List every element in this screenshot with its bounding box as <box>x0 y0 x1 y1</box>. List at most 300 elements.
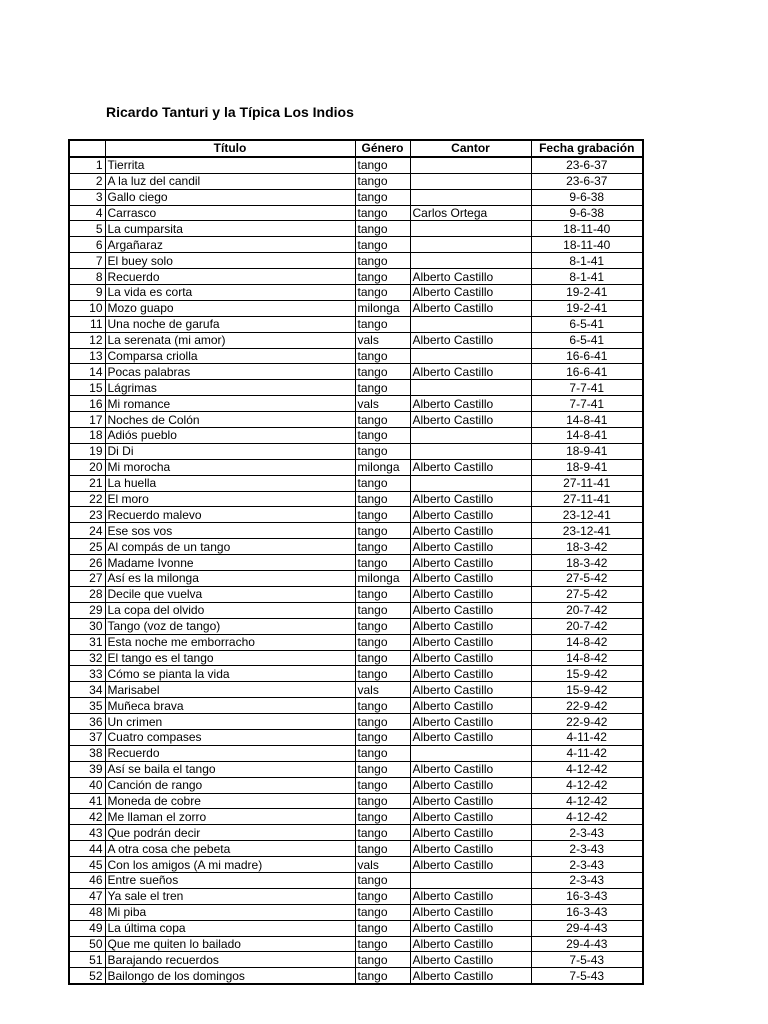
song-genre: tango <box>355 618 410 634</box>
song-singer: Alberto Castillo <box>410 841 531 857</box>
song-genre: tango <box>355 904 410 920</box>
row-number: 31 <box>69 634 105 650</box>
song-singer: Alberto Castillo <box>410 952 531 968</box>
recording-date: 19-2-41 <box>531 300 643 316</box>
song-title: Marisabel <box>105 682 355 698</box>
song-singer <box>410 157 531 173</box>
row-number: 47 <box>69 888 105 904</box>
song-title: El tango es el tango <box>105 650 355 666</box>
song-title: Ya sale el tren <box>105 888 355 904</box>
table-row <box>69 841 643 857</box>
table-row <box>69 189 643 205</box>
song-singer: Alberto Castillo <box>410 364 531 380</box>
song-title: Decile que vuelva <box>105 586 355 602</box>
song-singer: Alberto Castillo <box>410 920 531 936</box>
song-title: Lágrimas <box>105 380 355 396</box>
song-genre: tango <box>355 872 410 888</box>
table-row <box>69 237 643 253</box>
row-number: 48 <box>69 904 105 920</box>
song-singer <box>410 253 531 269</box>
song-genre: tango <box>355 539 410 555</box>
song-genre: tango <box>355 316 410 332</box>
song-singer: Alberto Castillo <box>410 650 531 666</box>
table-row <box>69 714 643 730</box>
song-singer: Alberto Castillo <box>410 285 531 301</box>
song-genre: tango <box>355 698 410 714</box>
row-number: 23 <box>69 507 105 523</box>
song-title: Cuatro compases <box>105 729 355 745</box>
recording-date: 27-5-42 <box>531 571 643 587</box>
song-genre: tango <box>355 729 410 745</box>
recording-date: 27-11-41 <box>531 475 643 491</box>
row-number: 51 <box>69 952 105 968</box>
song-title: Así se baila el tango <box>105 761 355 777</box>
recording-date: 16-3-43 <box>531 904 643 920</box>
header-title: Título <box>105 140 355 157</box>
song-genre: tango <box>355 793 410 809</box>
row-number: 22 <box>69 491 105 507</box>
song-singer: Alberto Castillo <box>410 523 531 539</box>
song-singer: Carlos Ortega <box>410 205 531 221</box>
row-number: 20 <box>69 459 105 475</box>
song-genre: tango <box>355 507 410 523</box>
song-singer: Alberto Castillo <box>410 729 531 745</box>
song-genre: tango <box>355 253 410 269</box>
recording-date: 7-7-41 <box>531 396 643 412</box>
song-singer: Alberto Castillo <box>410 666 531 682</box>
row-number: 24 <box>69 523 105 539</box>
song-genre: tango <box>355 825 410 841</box>
table-row <box>69 428 643 444</box>
table-row <box>69 555 643 571</box>
song-singer: Alberto Castillo <box>410 507 531 523</box>
song-genre: tango <box>355 809 410 825</box>
song-genre: tango <box>355 157 410 173</box>
song-genre: tango <box>355 443 410 459</box>
recording-date: 9-6-38 <box>531 189 643 205</box>
header-genre: Género <box>355 140 410 157</box>
row-number: 27 <box>69 571 105 587</box>
recording-date: 9-6-38 <box>531 205 643 221</box>
recording-date: 7-5-43 <box>531 968 643 984</box>
table-row <box>69 205 643 221</box>
recording-date: 23-6-37 <box>531 173 643 189</box>
song-title: Mi romance <box>105 396 355 412</box>
recording-date: 4-12-42 <box>531 793 643 809</box>
row-number: 45 <box>69 857 105 873</box>
song-genre: tango <box>355 523 410 539</box>
recordings-table <box>68 139 644 985</box>
table-row <box>69 443 643 459</box>
song-singer: Alberto Castillo <box>410 412 531 428</box>
song-genre: tango <box>355 475 410 491</box>
table-row <box>69 364 643 380</box>
song-title: Recuerdo malevo <box>105 507 355 523</box>
song-title: La vida es corta <box>105 285 355 301</box>
song-genre: vals <box>355 682 410 698</box>
song-title: Tango (voz de tango) <box>105 618 355 634</box>
table-row <box>69 523 643 539</box>
song-singer <box>410 428 531 444</box>
song-genre: tango <box>355 221 410 237</box>
song-singer: Alberto Castillo <box>410 714 531 730</box>
recording-date: 16-6-41 <box>531 364 643 380</box>
table-row <box>69 173 643 189</box>
row-number: 36 <box>69 714 105 730</box>
song-singer: Alberto Castillo <box>410 459 531 475</box>
recording-date: 14-8-41 <box>531 428 643 444</box>
song-singer: Alberto Castillo <box>410 761 531 777</box>
header-singer: Cantor <box>410 140 531 157</box>
row-number: 3 <box>69 189 105 205</box>
recording-date: 2-3-43 <box>531 857 643 873</box>
song-title: Pocas palabras <box>105 364 355 380</box>
song-singer: Alberto Castillo <box>410 618 531 634</box>
song-title: Cómo se pianta la vida <box>105 666 355 682</box>
recording-date: 16-6-41 <box>531 348 643 364</box>
song-title: Que podrán decir <box>105 825 355 841</box>
row-number: 16 <box>69 396 105 412</box>
table-row <box>69 285 643 301</box>
table-header <box>69 140 643 157</box>
header-date: Fecha grabación <box>531 140 643 157</box>
song-singer: Alberto Castillo <box>410 825 531 841</box>
row-number: 52 <box>69 968 105 984</box>
row-number: 39 <box>69 761 105 777</box>
row-number: 7 <box>69 253 105 269</box>
row-number: 25 <box>69 539 105 555</box>
song-title: Mozo guapo <box>105 300 355 316</box>
row-number: 41 <box>69 793 105 809</box>
table-row <box>69 586 643 602</box>
song-singer <box>410 443 531 459</box>
song-genre: tango <box>355 888 410 904</box>
row-number: 6 <box>69 237 105 253</box>
song-title: La última copa <box>105 920 355 936</box>
row-number: 29 <box>69 602 105 618</box>
table-row <box>69 571 643 587</box>
song-singer <box>410 173 531 189</box>
recording-date: 4-12-42 <box>531 761 643 777</box>
row-number: 15 <box>69 380 105 396</box>
table-row <box>69 968 643 984</box>
song-singer: Alberto Castillo <box>410 602 531 618</box>
song-singer <box>410 316 531 332</box>
recording-date: 22-9-42 <box>531 714 643 730</box>
song-genre: tango <box>355 348 410 364</box>
recording-date: 18-11-40 <box>531 237 643 253</box>
table-row <box>69 618 643 634</box>
header-number <box>69 140 105 157</box>
song-singer <box>410 872 531 888</box>
table-row <box>69 729 643 745</box>
song-genre: tango <box>355 761 410 777</box>
recording-date: 22-9-42 <box>531 698 643 714</box>
recording-date: 18-3-42 <box>531 555 643 571</box>
song-genre: tango <box>355 380 410 396</box>
row-number: 19 <box>69 443 105 459</box>
song-title: El buey solo <box>105 253 355 269</box>
song-genre: tango <box>355 650 410 666</box>
table-row <box>69 682 643 698</box>
song-title: Que me quiten lo bailado <box>105 936 355 952</box>
song-genre: tango <box>355 412 410 428</box>
recording-date: 6-5-41 <box>531 332 643 348</box>
song-title: La cumparsita <box>105 221 355 237</box>
table-row <box>69 650 643 666</box>
song-genre: tango <box>355 777 410 793</box>
song-genre: tango <box>355 841 410 857</box>
song-title: Me llaman el zorro <box>105 809 355 825</box>
header-row <box>69 140 643 157</box>
song-genre: tango <box>355 634 410 650</box>
table-row <box>69 698 643 714</box>
song-title: Mi morocha <box>105 459 355 475</box>
song-title: Adiós pueblo <box>105 428 355 444</box>
table-row <box>69 793 643 809</box>
row-number: 43 <box>69 825 105 841</box>
song-singer: Alberto Castillo <box>410 571 531 587</box>
row-number: 42 <box>69 809 105 825</box>
recording-date: 23-6-37 <box>531 157 643 173</box>
recording-date: 23-12-41 <box>531 523 643 539</box>
song-title: El moro <box>105 491 355 507</box>
song-genre: tango <box>355 555 410 571</box>
document-title: Ricardo Tanturi y la Típica Los Indios <box>106 104 354 120</box>
song-singer: Alberto Castillo <box>410 269 531 285</box>
recording-date: 14-8-41 <box>531 412 643 428</box>
table-row <box>69 904 643 920</box>
song-singer: Alberto Castillo <box>410 888 531 904</box>
recording-date: 20-7-42 <box>531 618 643 634</box>
table-row <box>69 777 643 793</box>
table-row <box>69 157 643 173</box>
song-singer: Alberto Castillo <box>410 555 531 571</box>
table-row <box>69 761 643 777</box>
table-row <box>69 396 643 412</box>
table-row <box>69 459 643 475</box>
song-singer <box>410 348 531 364</box>
song-title: Con los amigos (A mi madre) <box>105 857 355 873</box>
song-genre: vals <box>355 857 410 873</box>
song-title: Gallo ciego <box>105 189 355 205</box>
song-title: Noches de Colón <box>105 412 355 428</box>
song-title: La copa del olvido <box>105 602 355 618</box>
song-singer: Alberto Castillo <box>410 698 531 714</box>
recording-date: 18-3-42 <box>531 539 643 555</box>
table-row <box>69 269 643 285</box>
row-number: 49 <box>69 920 105 936</box>
table-row <box>69 857 643 873</box>
song-singer <box>410 221 531 237</box>
recording-date: 18-9-41 <box>531 459 643 475</box>
row-number: 5 <box>69 221 105 237</box>
table-row <box>69 809 643 825</box>
song-singer: Alberto Castillo <box>410 777 531 793</box>
table-row <box>69 253 643 269</box>
song-singer: Alberto Castillo <box>410 936 531 952</box>
table-row <box>69 348 643 364</box>
recording-date: 14-8-42 <box>531 634 643 650</box>
table-row <box>69 221 643 237</box>
row-number: 38 <box>69 745 105 761</box>
table-row <box>69 475 643 491</box>
row-number: 2 <box>69 173 105 189</box>
song-title: Bailongo de los domingos <box>105 968 355 984</box>
recording-date: 8-1-41 <box>531 269 643 285</box>
table-row <box>69 825 643 841</box>
song-genre: milonga <box>355 459 410 475</box>
song-title: Carrasco <box>105 205 355 221</box>
row-number: 11 <box>69 316 105 332</box>
recording-date: 4-12-42 <box>531 777 643 793</box>
table-row <box>69 634 643 650</box>
song-genre: tango <box>355 602 410 618</box>
table-row <box>69 332 643 348</box>
song-singer <box>410 745 531 761</box>
song-singer <box>410 380 531 396</box>
recording-date: 29-4-43 <box>531 936 643 952</box>
song-singer: Alberto Castillo <box>410 793 531 809</box>
song-title: Madame Ivonne <box>105 555 355 571</box>
song-singer: Alberto Castillo <box>410 332 531 348</box>
recording-date: 7-7-41 <box>531 380 643 396</box>
row-number: 21 <box>69 475 105 491</box>
song-singer: Alberto Castillo <box>410 968 531 984</box>
song-title: La huella <box>105 475 355 491</box>
table-row <box>69 936 643 952</box>
song-title: Al compás de un tango <box>105 539 355 555</box>
song-title: Una noche de garufa <box>105 316 355 332</box>
table-row <box>69 300 643 316</box>
row-number: 17 <box>69 412 105 428</box>
row-number: 30 <box>69 618 105 634</box>
table-row <box>69 872 643 888</box>
song-title: Esta noche me emborracho <box>105 634 355 650</box>
song-genre: tango <box>355 491 410 507</box>
row-number: 26 <box>69 555 105 571</box>
song-genre: tango <box>355 586 410 602</box>
song-genre: vals <box>355 396 410 412</box>
row-number: 32 <box>69 650 105 666</box>
table-row <box>69 666 643 682</box>
song-title: Un crimen <box>105 714 355 730</box>
recording-date: 29-4-43 <box>531 920 643 936</box>
song-title: Así es la milonga <box>105 571 355 587</box>
song-singer: Alberto Castillo <box>410 634 531 650</box>
row-number: 10 <box>69 300 105 316</box>
song-singer: Alberto Castillo <box>410 300 531 316</box>
song-singer <box>410 475 531 491</box>
song-genre: tango <box>355 189 410 205</box>
row-number: 13 <box>69 348 105 364</box>
song-title: Recuerdo <box>105 745 355 761</box>
song-singer: Alberto Castillo <box>410 491 531 507</box>
recording-date: 2-3-43 <box>531 872 643 888</box>
table-row <box>69 888 643 904</box>
recording-date: 2-3-43 <box>531 841 643 857</box>
song-singer: Alberto Castillo <box>410 857 531 873</box>
song-title: Entre sueños <box>105 872 355 888</box>
row-number: 35 <box>69 698 105 714</box>
table-row <box>69 602 643 618</box>
recording-date: 2-3-43 <box>531 825 643 841</box>
song-genre: tango <box>355 920 410 936</box>
recording-date: 14-8-42 <box>531 650 643 666</box>
table-row <box>69 316 643 332</box>
row-number: 44 <box>69 841 105 857</box>
recording-date: 4-11-42 <box>531 729 643 745</box>
table-row <box>69 539 643 555</box>
song-title: La serenata (mi amor) <box>105 332 355 348</box>
song-title: Di Di <box>105 443 355 459</box>
song-title: Muñeca brava <box>105 698 355 714</box>
song-singer: Alberto Castillo <box>410 396 531 412</box>
table-row <box>69 507 643 523</box>
song-title: Mi piba <box>105 904 355 920</box>
song-title: A la luz del candil <box>105 173 355 189</box>
song-title: Moneda de cobre <box>105 793 355 809</box>
table-row <box>69 380 643 396</box>
song-genre: tango <box>355 285 410 301</box>
row-number: 34 <box>69 682 105 698</box>
song-genre: tango <box>355 428 410 444</box>
recording-date: 6-5-41 <box>531 316 643 332</box>
song-genre: tango <box>355 745 410 761</box>
recording-date: 4-12-42 <box>531 809 643 825</box>
row-number: 46 <box>69 872 105 888</box>
row-number: 12 <box>69 332 105 348</box>
song-singer: Alberto Castillo <box>410 904 531 920</box>
song-genre: tango <box>355 936 410 952</box>
recording-date: 16-3-43 <box>531 888 643 904</box>
row-number: 50 <box>69 936 105 952</box>
song-singer: Alberto Castillo <box>410 682 531 698</box>
table-body <box>69 157 643 984</box>
row-number: 14 <box>69 364 105 380</box>
song-genre: tango <box>355 364 410 380</box>
recording-date: 4-11-42 <box>531 745 643 761</box>
recording-date: 18-11-40 <box>531 221 643 237</box>
song-genre: vals <box>355 332 410 348</box>
recording-date: 27-5-42 <box>531 586 643 602</box>
table-row <box>69 745 643 761</box>
recording-date: 23-12-41 <box>531 507 643 523</box>
song-genre: tango <box>355 237 410 253</box>
row-number: 18 <box>69 428 105 444</box>
recording-date: 19-2-41 <box>531 285 643 301</box>
song-title: Barajando recuerdos <box>105 952 355 968</box>
song-title: Argañaraz <box>105 237 355 253</box>
row-number: 40 <box>69 777 105 793</box>
table-row <box>69 412 643 428</box>
song-genre: tango <box>355 205 410 221</box>
song-singer: Alberto Castillo <box>410 539 531 555</box>
recording-date: 8-1-41 <box>531 253 643 269</box>
row-number: 28 <box>69 586 105 602</box>
recording-date: 20-7-42 <box>531 602 643 618</box>
song-genre: tango <box>355 269 410 285</box>
song-title: A otra cosa che pebeta <box>105 841 355 857</box>
song-singer <box>410 189 531 205</box>
recording-date: 27-11-41 <box>531 491 643 507</box>
recording-date: 15-9-42 <box>531 682 643 698</box>
row-number: 9 <box>69 285 105 301</box>
recording-date: 7-5-43 <box>531 952 643 968</box>
song-genre: tango <box>355 968 410 984</box>
song-singer: Alberto Castillo <box>410 809 531 825</box>
table-row <box>69 952 643 968</box>
